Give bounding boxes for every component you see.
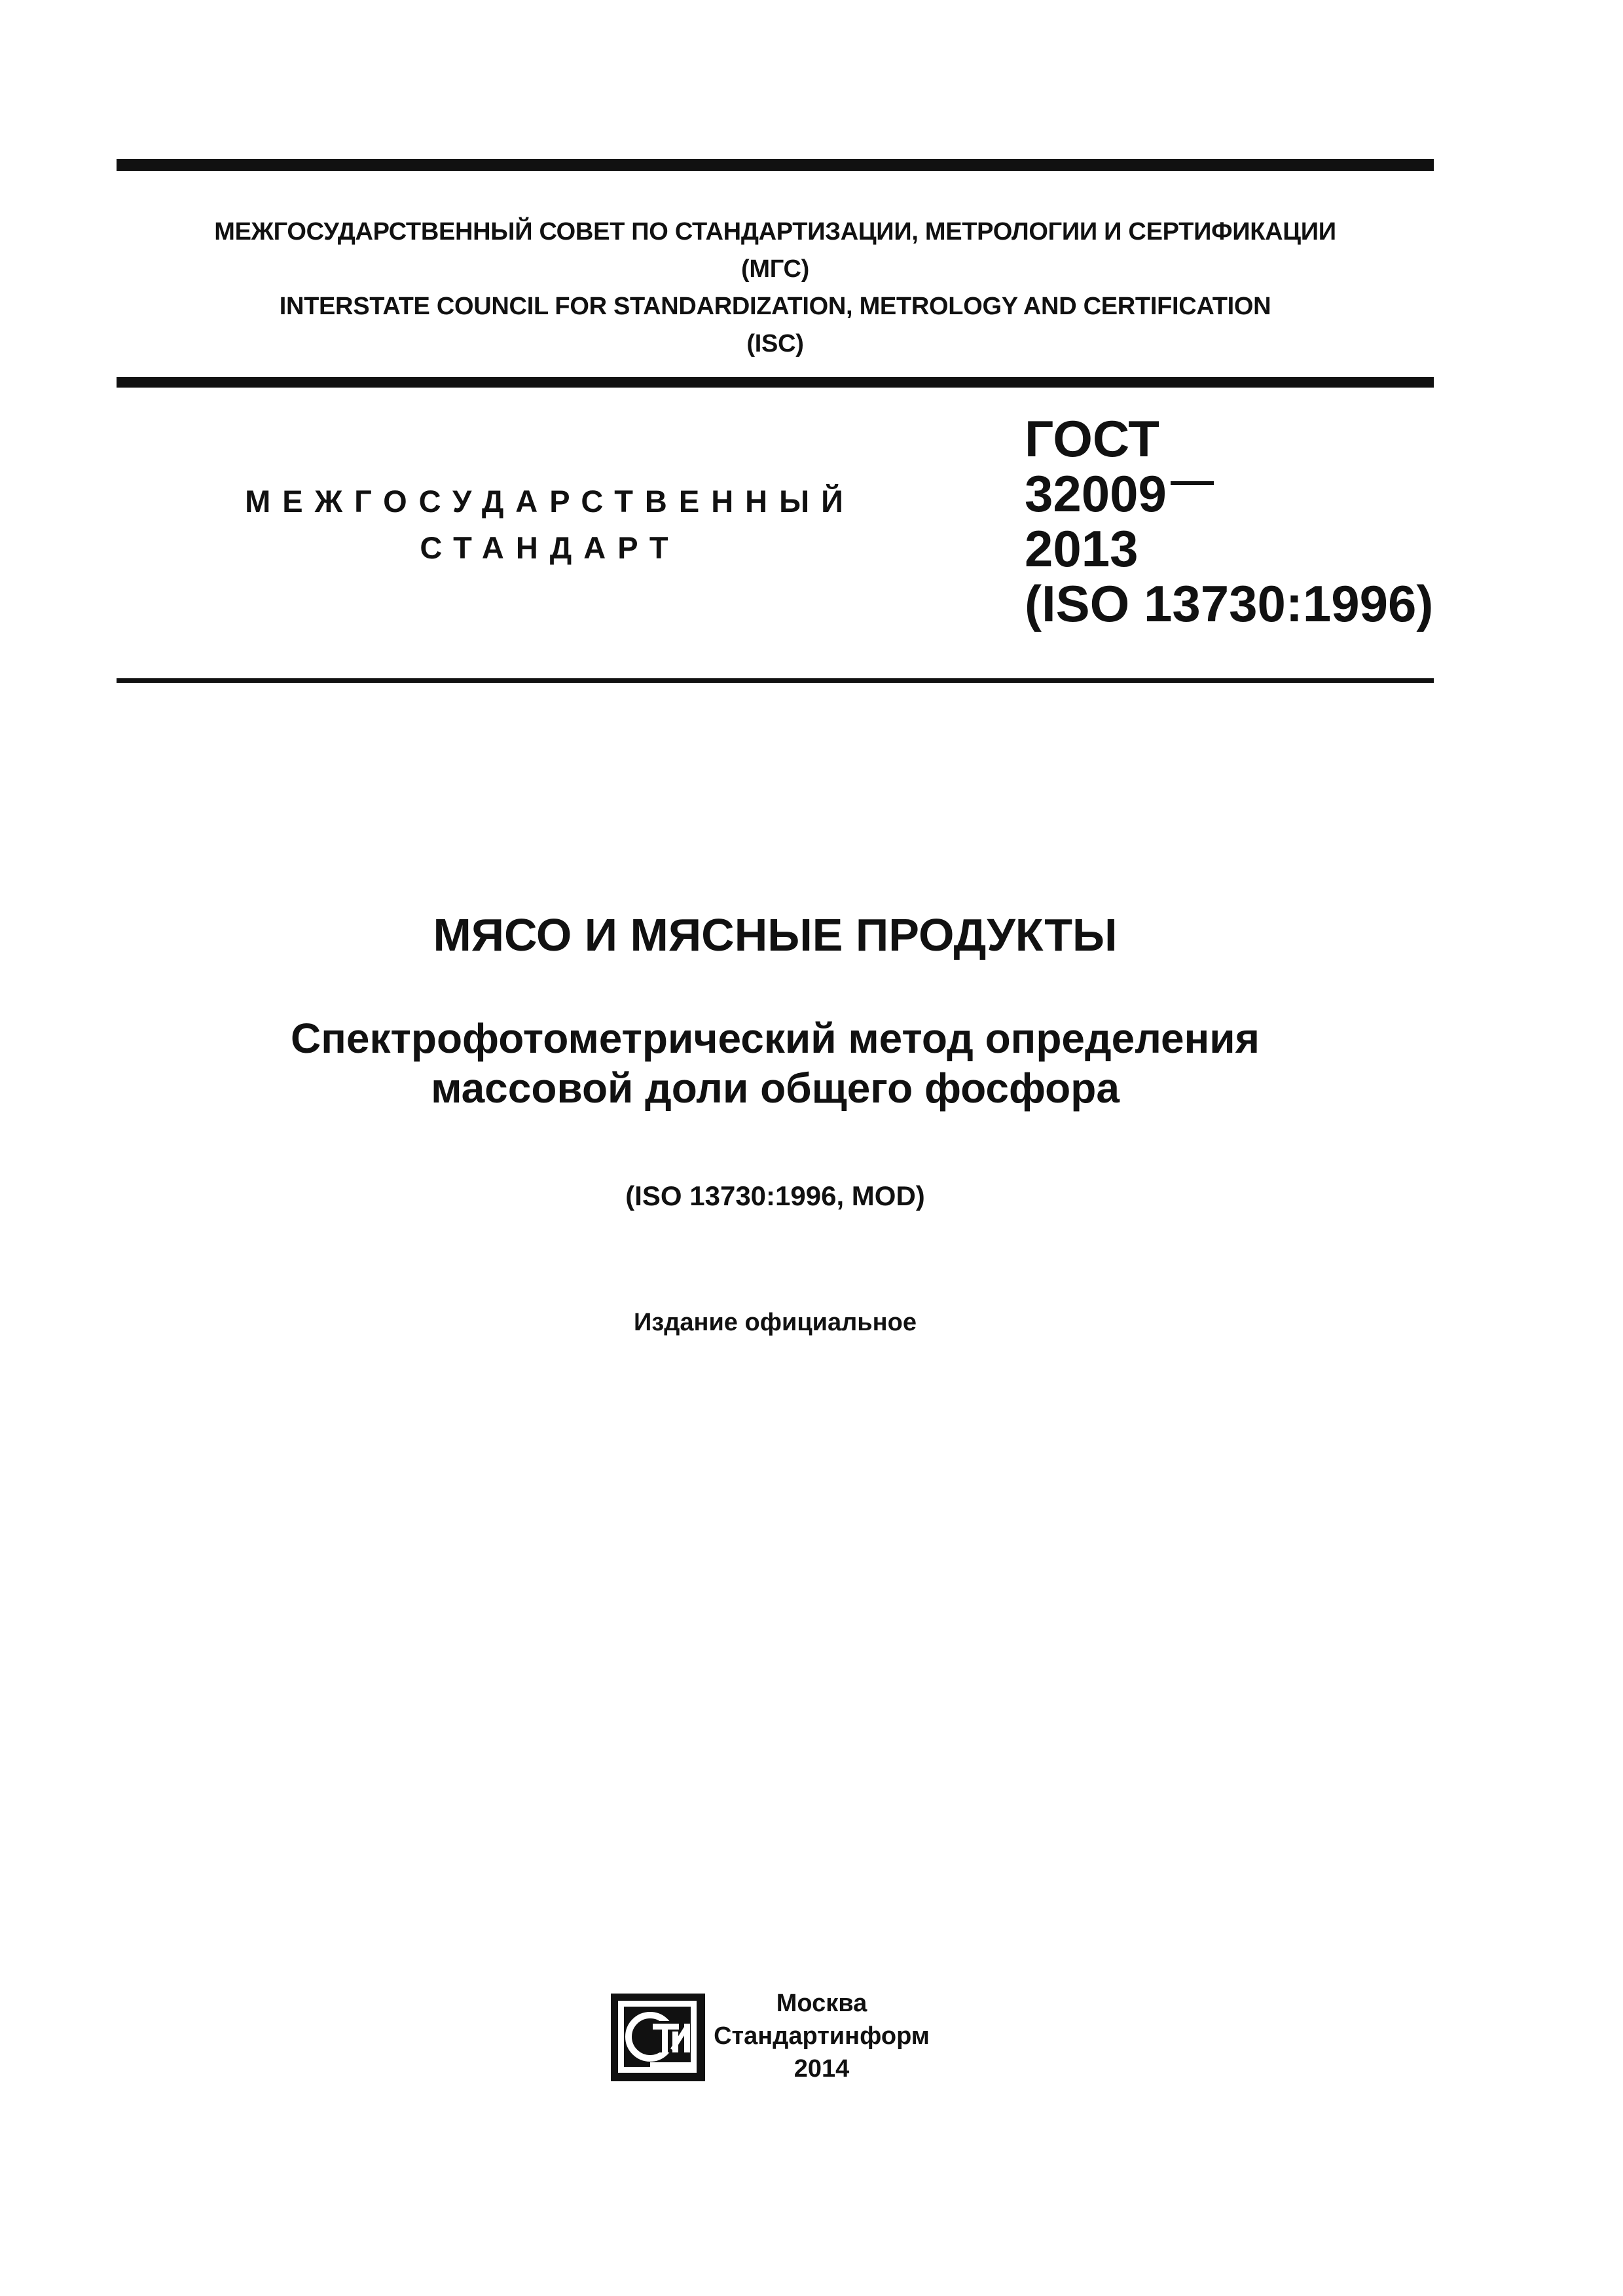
subtitle-line1: Спектрофотометрический метод определения — [291, 1015, 1260, 1062]
standard-label-line2: СТАНДАРТ — [420, 530, 680, 565]
middle-rule — [117, 377, 1434, 388]
publisher-year: 2014 — [793, 2055, 850, 2083]
council-abbr-ru: (МГС) — [741, 255, 809, 283]
document-title: МЯСО И МЯСНЫЕ ПРОДУКТЫ — [433, 909, 1118, 960]
council-header — [117, 213, 1434, 363]
gost-year: 2013 — [1025, 520, 1139, 577]
publisher-city: Москва — [776, 1990, 867, 2017]
gost-number-line — [1025, 466, 1433, 521]
publisher-imprint — [714, 1987, 930, 2085]
council-name-en: INTERSTATE COUNCIL FOR STANDARDIZATION, METROLOGY AND CERTIFICATION — [279, 293, 1271, 320]
publisher-name: Стандартинформ — [714, 2022, 930, 2050]
gost-iso-equivalent: (ISO 13730:1996) — [1025, 575, 1434, 632]
subtitle-line2: массовой доли общего фосфора — [431, 1065, 1120, 1112]
standartinform-logo-icon — [611, 1994, 705, 2081]
gost-designation — [1025, 411, 1433, 631]
iso-reference: (ISO 13730:1996, MOD) — [625, 1180, 925, 1211]
gost-number: 32009 — [1025, 465, 1167, 522]
council-name-ru: МЕЖГОСУДАРСТВЕННЫЙ СОВЕТ ПО СТАНДАРТИЗАЦИИ, МЕТРОЛОГИИ И СЕРТИФИКАЦИИ — [214, 218, 1336, 246]
gost-dash — [1171, 481, 1214, 485]
bottom-rule — [117, 678, 1434, 683]
document-subtitle — [117, 1013, 1434, 1113]
standard-label-line1: МЕЖГОСУДАРСТВЕННЫЙ — [245, 484, 855, 519]
council-abbr-en: (ISC) — [746, 330, 804, 357]
gost-word: ГОСТ — [1025, 410, 1159, 467]
top-rule — [117, 159, 1434, 171]
edition-note: Издание официальное — [634, 1309, 917, 1336]
standard-type-label — [223, 478, 877, 571]
